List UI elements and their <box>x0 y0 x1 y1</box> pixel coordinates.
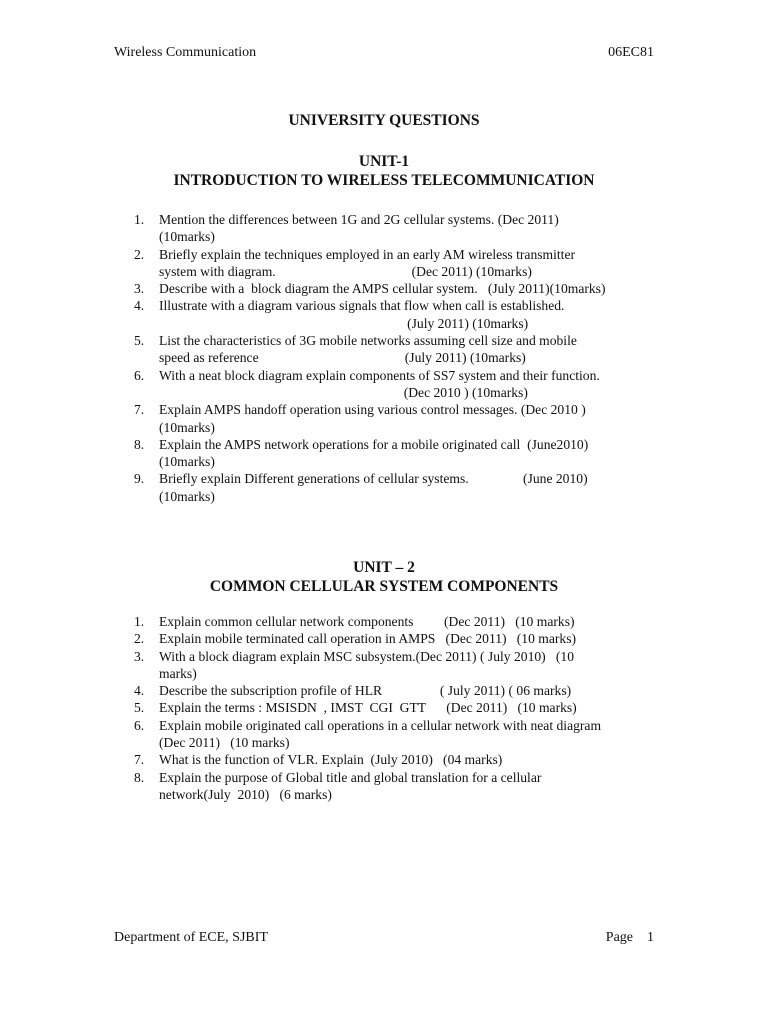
question-text-line: (Dec 2010 ) (10marks) <box>159 384 528 400</box>
header-course-code: 06EC81 <box>608 45 654 60</box>
question-text-line: With a block diagram explain MSC subsystem.(Dec 2011) ( July 2010) (10 <box>159 648 575 664</box>
question-text-line: Briefly explain Different generations of cellular systems. (June 2010) <box>159 471 588 487</box>
question-text-line: Illustrate with a diagram various signals that flow when call is established. <box>159 298 565 314</box>
question-item <box>114 648 654 683</box>
question-item <box>114 769 654 804</box>
question-text-line: Explain common cellular network components (Dec 2011) (10 marks) <box>159 614 575 629</box>
question-text-line: Describe the subscription profile of HLR ( July 2011) ( 06 marks) <box>159 683 572 699</box>
question-number: 5. <box>134 700 145 716</box>
question-item <box>114 367 654 402</box>
question-item <box>114 297 654 332</box>
question-text-line: Mention the differences between 1G and 2G cellular systems. (Dec 2011) <box>159 212 559 227</box>
question-text-line: speed as reference (July 2011) (10marks) <box>159 350 526 366</box>
question-text-line: Explain AMPS handoff operation using various control messages. (Dec 2010 ) <box>159 402 586 418</box>
question-number: 4. <box>134 683 145 699</box>
footer-department: Department of ECE, SJBIT <box>114 930 268 945</box>
unit1-subheading: INTRODUCTION TO WIRELESS TELECOMMUNICATION <box>173 172 595 189</box>
question-item <box>114 682 654 699</box>
question-text-line: Explain mobile originated call operations in a cellular network with neat diagram <box>159 717 602 733</box>
question-item <box>114 470 654 505</box>
unit2-heading: UNIT – 2 <box>353 559 415 576</box>
question-text-line: (10marks) <box>159 488 215 504</box>
question-text-line: Explain the terms : MSISDN , IMST CGI GTT (Dec 2011) (10 marks) <box>159 700 577 716</box>
question-number: 3. <box>134 281 145 297</box>
question-text-line: Describe with a block diagram the AMPS cellular system. (July 2011)(10marks) <box>159 281 606 297</box>
question-item <box>114 717 654 752</box>
document-title: UNIVERSITY QUESTIONS <box>288 112 480 129</box>
question-text-line: With a neat block diagram explain components of SS7 system and their function. <box>159 367 600 383</box>
question-item <box>114 246 654 281</box>
question-text-line: (10marks) <box>159 229 215 245</box>
question-number: 7. <box>134 402 145 418</box>
footer-page-number: 1 <box>647 930 654 945</box>
unit2-question-list <box>114 613 654 803</box>
question-number: 8. <box>134 436 145 452</box>
question-number: 1. <box>134 614 145 629</box>
question-text-line: Briefly explain the techniques employed in an early AM wireless transmitter <box>159 246 576 262</box>
footer-page-label: Page <box>605 930 633 945</box>
question-text-line: marks) <box>159 665 197 681</box>
question-item <box>114 401 654 436</box>
question-text-line: (July 2011) (10marks) <box>159 315 529 331</box>
unit1-question-list <box>114 211 654 505</box>
question-item <box>114 751 654 768</box>
question-text-line: Explain the purpose of Global title and global translation for a cellular <box>159 769 542 785</box>
question-text-line: What is the function of VLR. Explain (July 2010) (04 marks) <box>159 752 503 768</box>
question-number: 3. <box>134 648 145 664</box>
question-number: 1. <box>134 212 145 227</box>
question-number: 5. <box>134 333 145 349</box>
question-text-line: Explain the AMPS network operations for a mobile originated call (June2010) <box>159 436 589 452</box>
footer-page-indicator <box>606 930 654 946</box>
question-item <box>114 613 654 630</box>
question-item <box>114 699 654 716</box>
question-number: 8. <box>134 769 145 785</box>
question-item <box>114 211 654 246</box>
unit2-subheading: COMMON CELLULAR SYSTEM COMPONENTS <box>209 578 559 595</box>
question-text-line: (10marks) <box>159 454 215 470</box>
question-item <box>114 280 654 297</box>
question-text-line: Explain mobile terminated call operation in AMPS (Dec 2011) (10 marks) <box>159 631 577 647</box>
question-item <box>114 332 654 367</box>
header-course-title: Wireless Communication <box>114 45 257 60</box>
question-number: 2. <box>134 631 145 647</box>
question-number: 2. <box>134 246 145 262</box>
question-text-line: (10marks) <box>159 419 215 435</box>
question-number: 6. <box>134 367 145 383</box>
question-number: 4. <box>134 298 145 314</box>
question-number: 6. <box>134 717 145 733</box>
question-text-line: List the characteristics of 3G mobile networks assuming cell size and mobile <box>159 333 577 349</box>
question-text-line: network(July 2010) (6 marks) <box>159 786 332 802</box>
question-item <box>114 436 654 471</box>
question-text-line: (Dec 2011) (10 marks) <box>159 735 290 751</box>
question-item <box>114 630 654 647</box>
question-number: 9. <box>134 471 145 487</box>
unit1-heading: UNIT-1 <box>358 153 410 170</box>
question-number: 7. <box>134 752 145 768</box>
question-text-line: system with diagram. (Dec 2011) (10marks) <box>159 263 532 279</box>
